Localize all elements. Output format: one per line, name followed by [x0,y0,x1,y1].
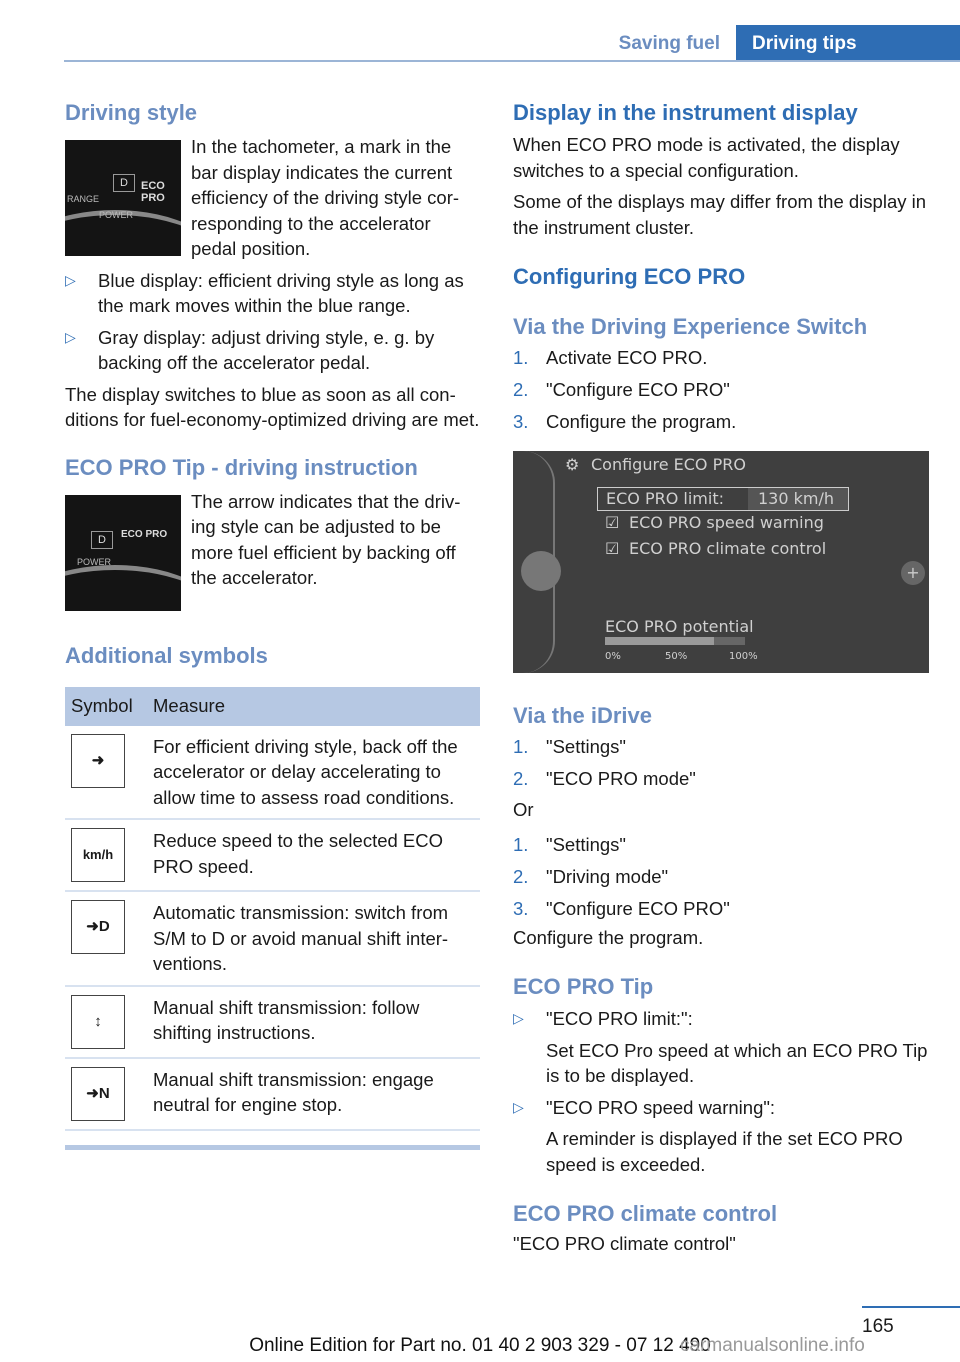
right-column [513,100,933,1257]
switch-heading: Via the Driving Experience Switch [513,314,868,339]
list-item: ▷ "ECO PRO limit:": Set ECO Pro speed at which an ECO PRO Tip is to be displayed. [513,1008,928,1086]
footer-rule [862,1306,960,1308]
eco-pro-label: ECO PRO [121,528,168,540]
eco-pro-tip-heading: ECO PRO Tip [513,974,654,999]
table-row [65,819,480,891]
list-item: 2. "ECO PRO mode" [513,768,696,789]
plus-icon: + [901,561,925,585]
range-label: RANGE [67,194,100,204]
climate-heading: ECO PRO climate control [513,1201,778,1226]
scale-100: 100% [729,651,758,662]
eco-tip-heading: ECO PRO Tip - driving instruction [65,454,418,480]
controller-knob-icon [521,551,561,591]
neutral-shift-icon: ➜N [71,1067,125,1121]
power-label: POWER [99,210,134,220]
tachometer-arc [65,565,181,611]
measure-text: For efficient driving style, back off the accelerator or delay accelerating to allow time to assess road conditions. [147,726,480,820]
potential-label: ECO PRO potential [605,617,754,636]
display-heading: Display in the instrument display [513,100,858,125]
driving-style-bullets [65,268,480,376]
power-label: POWER [77,556,112,567]
measure-column-header: Measure [147,687,480,726]
configure-text: Configure the program. [513,926,704,948]
triangle-bullet-icon: ▷ [65,271,76,288]
display-text-2: Some of the displays may differ from the display in the instrument cluster. [513,191,927,238]
potential-bar-fill [605,637,714,645]
tachometer-thumbnail [65,140,181,256]
gear-indicator: D [113,174,135,192]
checkbox-checked-icon: ☑ [605,513,620,532]
speed-warning-option: ECO PRO speed warning [629,513,824,532]
eco-pro-limit-row [597,487,849,511]
table-row [65,986,480,1058]
configuring-heading: Configuring ECO PRO [513,264,746,289]
list-item: 2. "Configure ECO PRO" [513,379,730,400]
limit-label: ECO PRO limit: [606,489,724,508]
header-chapter-tab[interactable]: Driving tips [736,25,960,62]
idrive-steps-a [513,731,933,795]
triangle-bullet-icon: ▷ [65,328,76,345]
list-item: ▷ Blue display: efficient driving style as long as the mark moves within the blue range. [65,269,464,316]
table-row [65,1058,480,1130]
list-item: 3. Configure the program. [513,411,737,432]
page-number: 165 [862,1316,894,1337]
switch-steps [513,342,933,438]
list-item: ▷ "ECO PRO speed warning": A reminder is displayed if the set ECO PRO speed is exceeded. [513,1096,903,1175]
symbols-table [65,687,480,1131]
measure-text: Manual shift transmission: engage neutral for engine stop. [147,1058,480,1130]
driving-style-heading: Driving style [65,100,198,125]
list-item: 1. Activate ECO PRO. [513,347,708,368]
selector-lever-d-icon: ➜D [71,900,125,954]
watermark: carmanualsonline.info [680,1335,865,1356]
display-text-1: When ECO PRO mode is activated, the display switches to a special configuration. [513,134,900,181]
driving-style-intro: In the tachometer, a mark in the bar display indicates the current efficiency of the driving style cor- responding to the accelerator pedal position. [191,136,460,259]
potential-bar [605,637,745,645]
manual-shift-icon: ↕ [71,995,125,1049]
climate-text: "ECO PRO climate control" [513,1233,736,1254]
list-item: 3. "Configure ECO PRO" [513,897,730,919]
limit-value: 130 km/h [758,489,835,508]
checkbox-checked-icon: ☑ [605,539,620,558]
speed-reduce-icon: km/h [71,828,125,882]
scale-0: 0% [605,651,621,662]
foot-pedal-arrow-icon: ➜ [71,734,125,788]
list-item: 1. "Settings" [513,736,626,757]
eco-tip-text: The arrow indicates that the driv- ing style can be adjusted to be more fuel efficient by backing off the accelerator. [191,490,461,588]
measure-text: Automatic transmission: switch from S/M to D or avoid manual shift inter- ventions. [147,891,480,986]
idrive-steps-b [513,829,933,925]
table-header [65,687,480,726]
symbol-column-header: Symbol [65,687,147,726]
idrive-heading: Via the iDrive [513,703,652,728]
measure-text: Manual shift transmission: follow shifting instructions. [147,986,480,1058]
table-end-rule [65,1145,480,1150]
edition-footer: Online Edition for Part no. 01 40 2 903 329 - 07 12 490 [249,1335,711,1356]
eco-pro-label: ECO PRO [141,180,165,204]
list-item: 2. "Driving mode" [513,865,669,887]
header-rule [64,60,960,62]
scale-50: 50% [665,651,688,662]
additional-symbols-heading: Additional symbols [65,642,268,668]
gear-indicator: D [91,531,113,549]
left-column [65,100,480,1150]
settings-icon: ⚙ [565,455,580,474]
measure-text: Reduce speed to the selected ECO PRO speed. [147,819,480,891]
table-row [65,726,480,820]
list-item: 1. "Settings" [513,833,626,855]
eco-tip-thumbnail [65,495,181,611]
triangle-bullet-icon: ▷ [513,1010,524,1026]
triangle-bullet-icon: ▷ [513,1098,524,1115]
driving-style-note: The display switches to blue as soon as all con- ditions for fuel-economy-optimized driving are met. [65,383,480,430]
configure-eco-pro-screen [513,451,929,673]
list-item: ▷ Gray display: adjust driving style, e. g. by backing off the accelerator pedal. [65,326,435,373]
screen-title: Configure ECO PRO [591,455,746,474]
table-row [65,891,480,986]
tip-list [513,1006,933,1177]
or-text: Or [513,799,534,820]
climate-control-option: ECO PRO climate control [629,539,827,558]
header-section: Saving fuel [618,33,720,54]
